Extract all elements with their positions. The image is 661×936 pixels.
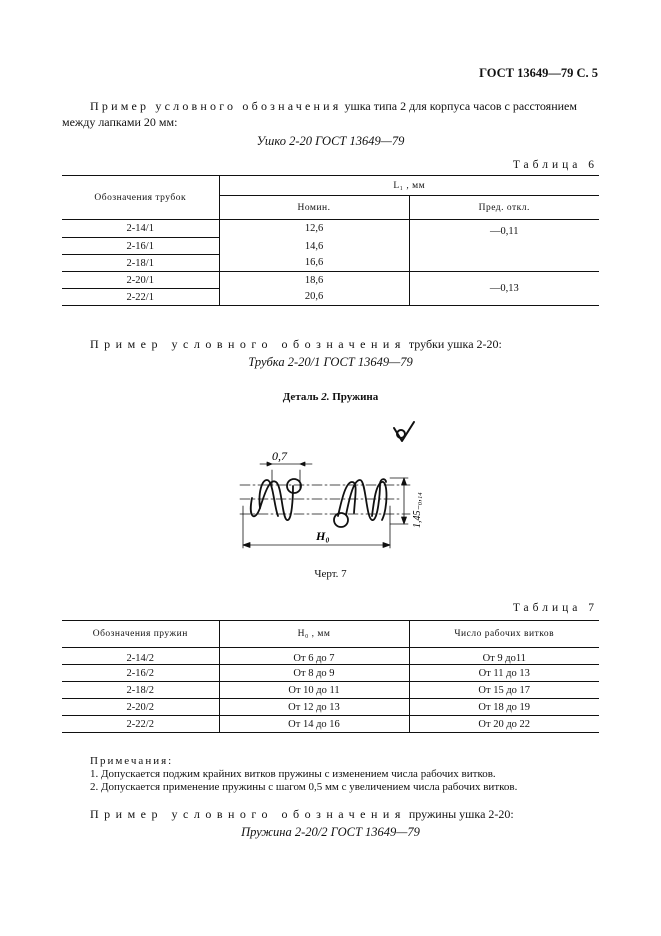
detail-title-num: 2. — [321, 391, 330, 403]
note-item: 1. Допускается поджим крайних витков пружины с изменением числа рабочих витков. — [90, 768, 496, 780]
table-row-name: 2-16/2 — [62, 665, 219, 682]
example3-rest: пружины ушка 2-20: — [405, 807, 514, 821]
table-row-height: От 10 до 11 — [219, 682, 409, 699]
table6-col1-header: Обозначения трубок — [62, 176, 219, 220]
table-row-turns: От 11 до 13 — [409, 665, 599, 682]
figure-caption: Черт. 7 — [314, 568, 347, 580]
table6-caption: Таблица 6 — [512, 159, 598, 171]
example1-line2: между лапками 20 мм: — [62, 115, 178, 129]
table6 — [62, 175, 599, 306]
dim-pitch-label: 0,7 — [272, 449, 287, 463]
table6-dev-group1: —0,11 — [409, 220, 599, 272]
table-row-name: 2-14/2 — [62, 648, 219, 665]
example3-text — [90, 806, 514, 822]
table7-col2-header: H₀ , мм — [219, 621, 409, 648]
table-row-nom: 16,6 — [219, 255, 409, 272]
table-row-height: От 12 до 13 — [219, 699, 409, 716]
spring-drawing — [230, 420, 430, 560]
table7-caption: Таблица 7 — [512, 602, 598, 614]
table-row-turns: От 20 до 22 — [409, 716, 599, 733]
example2-text — [90, 336, 502, 352]
table-row-height: От 6 до 7 — [219, 648, 409, 665]
table7-col3-header: Число рабочих витков — [409, 621, 599, 648]
table-row-name: 2-20/1 — [62, 272, 219, 289]
example2-lead: Пример условного обозначения — [90, 337, 406, 351]
detail-title-prefix: Деталь — [282, 391, 319, 403]
table-row-name: 2-18/1 — [62, 255, 219, 272]
example3-lead: Пример условного обозначения — [90, 807, 406, 821]
detail-title-name: Пружина — [332, 391, 379, 403]
page-header: ГОСТ 13649—79 С. 5 — [479, 66, 598, 80]
table-row-nom: 12,6 — [219, 220, 409, 238]
table-row-name: 2-16/1 — [62, 238, 219, 255]
example1-designation: Ушко 2-20 ГОСТ 13649—79 — [256, 134, 405, 148]
table-row-nom: 18,6 — [219, 272, 409, 289]
example1-lead: Пример условного обозначения — [90, 99, 342, 113]
table-row-turns: От 18 до 19 — [409, 699, 599, 716]
example2-designation: Трубка 2-20/1 ГОСТ 13649—79 — [248, 355, 413, 369]
table-row-height: От 14 до 16 — [219, 716, 409, 733]
table6-dev-group2: —0,13 — [409, 272, 599, 306]
table7-col1-header: Обозначения пружин — [62, 621, 219, 648]
example1-text — [90, 98, 577, 114]
dim-height-label: H₀ — [316, 529, 330, 543]
table6-dev-header: Пред. откл. — [409, 196, 599, 220]
table6-group-header: L₁ , мм — [219, 176, 599, 196]
table-row-name: 2-20/2 — [62, 699, 219, 716]
dim-diameter-label: 1,45₋₀,₁₄ — [412, 492, 423, 528]
table-row-nom: 20,6 — [219, 289, 409, 306]
table-row-turns: От 15 до 17 — [409, 682, 599, 699]
example2-rest: трубки ушка 2-20: — [405, 337, 502, 351]
note-item: 2. Допускается применение пружины с шагом 0,5 мм с увеличением числа рабочих витков. — [90, 781, 518, 793]
table-row-name: 2-18/2 — [62, 682, 219, 699]
table-row-name: 2-22/1 — [62, 289, 219, 306]
example1-rest: ушка типа 2 для корпуса часов с расстоянием — [341, 99, 577, 113]
table7 — [62, 620, 599, 733]
notes-title: Примечания: — [90, 755, 174, 767]
table-row-name: 2-14/1 — [62, 220, 219, 238]
detail-title — [0, 391, 661, 403]
example3-designation: Пружина 2-20/2 ГОСТ 13649—79 — [241, 825, 420, 839]
table-row-turns: От 9 до11 — [409, 648, 599, 665]
table6-nom-header: Номин. — [219, 196, 409, 220]
table-row-nom: 14,6 — [219, 238, 409, 255]
table-row-name: 2-22/2 — [62, 716, 219, 733]
table-row-height: От 8 до 9 — [219, 665, 409, 682]
